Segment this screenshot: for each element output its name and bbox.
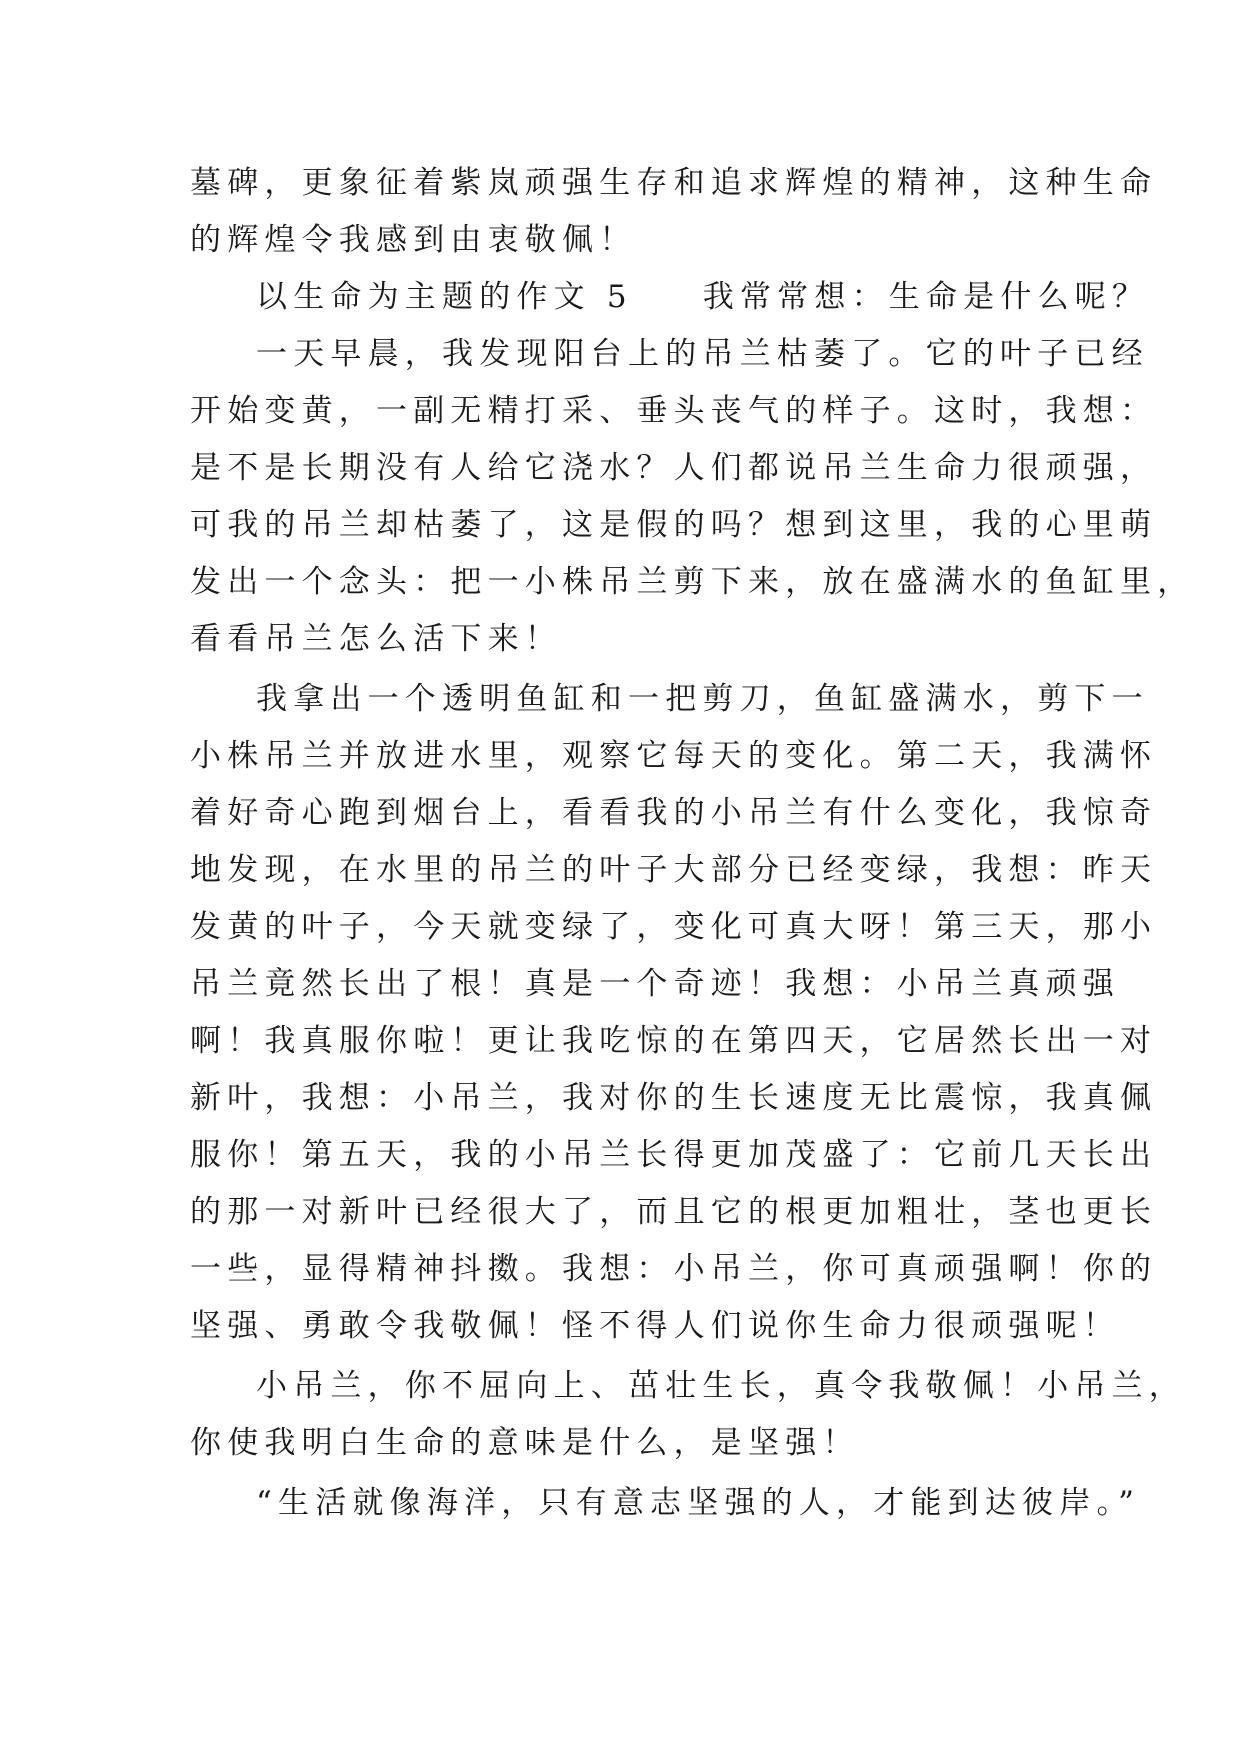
text-line: 啊！我真服你啦！更让我吃惊的在第四天，它居然长出一对	[190, 1023, 1158, 1059]
text-line: 看看吊兰怎么活下来！	[190, 621, 562, 657]
text-line: 一天早晨，我发现阳台上的吊兰枯萎了。它的叶子已经	[256, 336, 1149, 372]
text-line: 新叶，我想：小吊兰，我对你的生长速度无比震惊，我真佩	[190, 1080, 1158, 1116]
text-line: 小吊兰，你不屈向上、茁壮生长，真令我敬佩！小吊兰，	[256, 1368, 1186, 1404]
text-line: 发出一个念头：把一小株吊兰剪下来，放在盛满水的鱼缸里，	[190, 564, 1195, 600]
text-line: 可我的吊兰却枯萎了，这是假的吗？想到这里，我的心里萌	[190, 507, 1158, 543]
text-line: 坚强、勇敢令我敬佩！怪不得人们说你生命力很顽强呢！	[190, 1308, 1120, 1344]
document-body	[190, 155, 1195, 1532]
text-line: 发黄的叶子，今天就变绿了，变化可真大呀！第三天，那小	[190, 909, 1158, 945]
text-line: 着好奇心跑到烟台上，看看我的小吊兰有什么变化，我惊奇	[190, 795, 1158, 831]
section-opening-sentence: 我常常想：生命是什么呢？	[702, 279, 1150, 315]
section-heading-line	[190, 269, 1150, 326]
text-line: 你使我明白生命的意味是什么，是坚强！	[190, 1425, 860, 1461]
text-line: 的辉煌令我感到由衷敬佩！	[190, 222, 637, 258]
text-line: 开始变黄，一副无精打采、垂头丧气的样子。这时，我想：	[190, 393, 1158, 429]
quote-line: “生活就像海洋，只有意志坚强的人，才能到达彼岸。”	[256, 1485, 1141, 1521]
text-line: 小株吊兰并放进水里，观察它每天的变化。第二天，我满怀	[190, 738, 1158, 774]
text-line: 一些，显得精神抖擞。我想：小吊兰，你可真顽强啊！你的	[190, 1251, 1158, 1287]
text-line: 服你！第五天，我的小吊兰长得更加茂盛了：它前几天长出	[190, 1137, 1158, 1173]
text-line: 的那一对新叶已经很大了，而且它的根更加粗壮，茎也更长	[190, 1194, 1158, 1230]
text-line: 墓碑，更象征着紫岚顽强生存和追求辉煌的精神，这种生命	[190, 165, 1158, 201]
text-line: 地发现，在水里的吊兰的叶子大部分已经变绿，我想：昨天	[190, 852, 1158, 888]
section-heading: 以生命为主题的作文 5	[256, 279, 633, 315]
text-line: 是不是长期没有人给它浇水？人们都说吊兰生命力很顽强，	[190, 450, 1158, 486]
text-line: 我拿出一个透明鱼缸和一把剪刀，鱼缸盛满水，剪下一	[256, 681, 1149, 717]
text-line: 吊兰竟然长出了根！真是一个奇迹！我想：小吊兰真顽强	[190, 966, 1120, 1002]
